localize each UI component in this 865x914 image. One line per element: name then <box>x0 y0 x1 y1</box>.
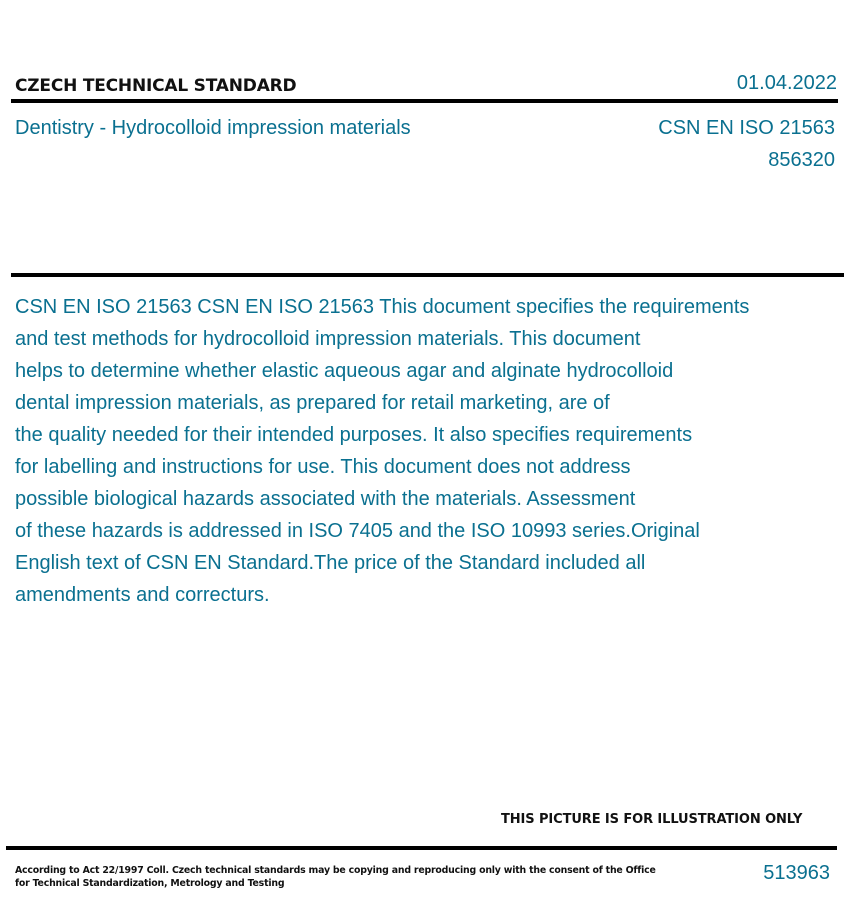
abstract-line: the quality needed for their intended purposes. It also specifies requirements <box>15 424 693 446</box>
catalog-number: 513963 <box>763 862 830 884</box>
abstract-line: dental impression materials, as prepared for retail marketing, are of <box>15 392 610 414</box>
standard-type-heading: CZECH TECHNICAL STANDARD <box>15 76 297 96</box>
abstract-line: and test methods for hydrocolloid impression materials. This document <box>15 328 641 350</box>
legal-notice <box>15 864 656 890</box>
abstract-line: of these hazards is addressed in ISO 7405 and the ISO 10993 series.Original <box>15 520 700 542</box>
abstract-line: possible biological hazards associated with the materials. Assessment <box>15 488 636 510</box>
abstract-line: CSN EN ISO 21563 CSN EN ISO 21563 This document specifies the requirements <box>15 296 750 318</box>
document-title: Dentistry - Hydrocolloid impression materials <box>15 117 411 139</box>
standard-code: CSN EN ISO 21563 <box>658 117 835 139</box>
footer-divider <box>6 846 837 850</box>
legal-notice-line: for Technical Standardization, Metrology and Testing <box>15 878 285 889</box>
abstract-text <box>15 291 845 611</box>
classification-number: 856320 <box>768 149 835 171</box>
illustration-disclaimer: THIS PICTURE IS FOR ILLUSTRATION ONLY <box>501 812 803 827</box>
publication-date: 01.04.2022 <box>736 72 837 94</box>
abstract-line: for labelling and instructions for use. This document does not address <box>15 456 631 478</box>
section-divider <box>11 273 844 277</box>
legal-notice-line: According to Act 22/1997 Coll. Czech technical standards may be copying and reproducing only with the consent of the Office <box>15 865 656 876</box>
header-divider <box>11 99 838 103</box>
abstract-line: helps to determine whether elastic aqueous agar and alginate hydrocolloid <box>15 360 674 382</box>
abstract-line: English text of CSN EN Standard.The price of the Standard included all <box>15 552 646 574</box>
abstract-line: amendments and correcturs. <box>15 584 270 606</box>
